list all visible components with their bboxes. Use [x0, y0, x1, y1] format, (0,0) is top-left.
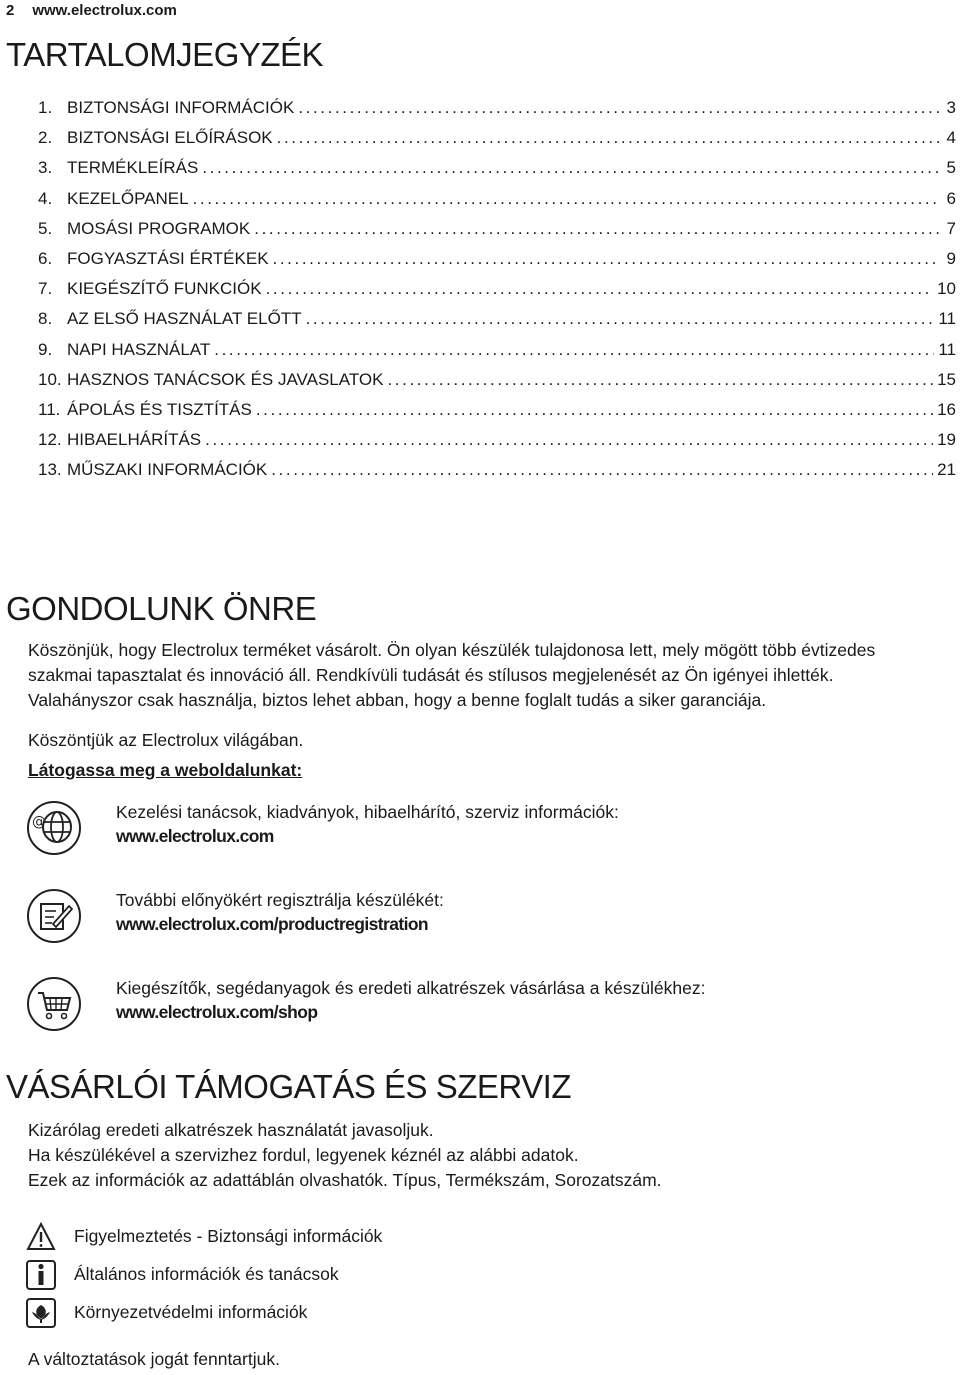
toc-item[interactable] — [38, 340, 956, 370]
toc-item-page: 10 — [937, 279, 956, 299]
toc-leader — [205, 430, 933, 450]
toc-item-page: 3 — [946, 98, 956, 117]
support-line: Ezek az információk az adattáblán olvashatók. Típus, Termékszám, Sorozatszám. — [28, 1170, 662, 1190]
warning-icon — [26, 1222, 56, 1252]
toc-item[interactable] — [38, 430, 956, 460]
support-paragraph — [28, 1118, 948, 1193]
toc-item-number: 11. — [38, 399, 61, 419]
toc-leader — [298, 98, 940, 118]
resource-description: Kiegészítők, segédanyagok és eredeti alkatrészek vásárlása a készülékhez: — [116, 978, 706, 998]
legend-warning — [26, 1222, 726, 1252]
toc-leader — [273, 249, 940, 269]
toc-item[interactable] — [38, 249, 956, 279]
resource-description: További előnyökért regisztrálja készülékét: — [116, 890, 444, 910]
toc-item-number: 6. — [38, 248, 53, 268]
resource-registration — [26, 888, 956, 960]
toc-item[interactable] — [38, 370, 956, 400]
toc-item-title: HIBAELHÁRÍTÁS — [67, 430, 202, 450]
resource-link[interactable]: www.electrolux.com/shop — [116, 1002, 318, 1022]
legend-text: Általános információk és tanácsok — [74, 1264, 339, 1284]
toc-title: TARTALOMJEGYZÉK — [6, 36, 324, 73]
toc-item-title: AZ ELSŐ HASZNÁLAT ELŐTT — [67, 309, 302, 329]
toc-item-title: TERMÉKLEÍRÁS — [67, 158, 199, 178]
globe-at-icon — [26, 800, 82, 856]
toc-item-page: 7 — [946, 218, 956, 238]
toc-leader — [387, 370, 933, 390]
welcome-paragraph — [28, 638, 948, 713]
toc-item-title: KEZELŐPANEL — [67, 188, 189, 208]
toc-item[interactable] — [38, 400, 956, 430]
toc-leader — [266, 279, 933, 299]
resource-link[interactable]: www.electrolux.com — [116, 826, 274, 846]
toc-list — [38, 98, 956, 490]
toc-item-title: MOSÁSI PROGRAMOK — [67, 218, 251, 238]
toc-leader — [214, 340, 934, 360]
toc-item-page: 11 — [938, 309, 956, 329]
toc-item[interactable] — [38, 158, 956, 188]
legend-environment — [26, 1298, 726, 1328]
toc-item-page: 4 — [946, 128, 956, 148]
legend-text: Környezetvédelmi információk — [74, 1302, 308, 1322]
toc-leader — [271, 460, 933, 480]
resource-shop — [26, 976, 956, 1048]
support-line: Ha készülékével a szervizhez fordul, legyenek kéznél az alábbi adatok. — [28, 1145, 579, 1165]
toc-leader — [193, 189, 940, 209]
toc-item-page: 9 — [946, 248, 956, 268]
toc-item-title: FOGYASZTÁSI ÉRTÉKEK — [67, 248, 269, 268]
toc-item-page: 16 — [937, 399, 956, 419]
toc-item[interactable] — [38, 279, 956, 309]
environment-icon — [26, 1298, 56, 1328]
visit-website-heading: Látogassa meg a weboldalunkat: — [28, 760, 303, 780]
legend-info — [26, 1260, 726, 1290]
paragraph-line: Köszönjük, hogy Electrolux terméket vásárolt. Ön olyan készülék tulajdonosa lett, mely mögött több évtizedes — [28, 640, 876, 660]
toc-item-number: 8. — [38, 309, 53, 329]
toc-leader — [254, 219, 940, 239]
paragraph-line: Valahányszor csak használja, biztos lehet abban, hogy a benne foglalt tudás a siker garanciája. — [28, 690, 767, 710]
toc-item-page: 21 — [937, 460, 956, 480]
page-header — [6, 2, 177, 19]
toc-item[interactable] — [38, 460, 956, 490]
paragraph-line: szakmai tapasztalat és innováció áll. Rendkívüli tudását és stílusos megjelenését az Ön igényei ihlették. — [28, 665, 834, 685]
toc-item-number: 1. — [38, 98, 53, 117]
toc-leader — [306, 309, 935, 329]
toc-item-title: MŰSZAKI INFORMÁCIÓK — [67, 460, 268, 480]
toc-leader — [277, 128, 940, 148]
toc-item-title: BIZTONSÁGI ELŐÍRÁSOK — [67, 128, 273, 148]
resource-support — [26, 800, 956, 872]
toc-item-title: BIZTONSÁGI INFORMÁCIÓK — [67, 98, 295, 117]
toc-item[interactable] — [38, 189, 956, 219]
toc-item-number: 5. — [38, 218, 53, 238]
toc-item-number: 4. — [38, 188, 53, 208]
legend-text: Figyelmeztetés - Biztonsági információk — [74, 1226, 383, 1246]
toc-item-page: 15 — [937, 369, 956, 389]
page-number: 2 — [6, 2, 15, 19]
toc-item-title: NAPI HASZNÁLAT — [67, 339, 211, 359]
toc-item-page: 19 — [937, 430, 956, 450]
toc-item[interactable] — [38, 219, 956, 249]
svg-text:@: @ — [32, 814, 46, 830]
toc-item[interactable] — [38, 309, 956, 339]
care-title: GONDOLUNK ÖNRE — [6, 590, 317, 627]
toc-item-page: 5 — [946, 158, 956, 178]
toc-item[interactable] — [38, 128, 956, 158]
header-site[interactable]: www.electrolux.com — [32, 2, 177, 19]
support-line: Kizárólag eredeti alkatrészek használatát javasoljuk. — [28, 1120, 434, 1140]
toc-item-page: 6 — [946, 188, 956, 208]
toc-item-number: 3. — [38, 158, 53, 178]
toc-item[interactable] — [38, 98, 956, 128]
welcome-line: Köszöntjük az Electrolux világában. — [28, 730, 304, 750]
resource-link[interactable]: www.electrolux.com/productregistration — [116, 914, 429, 934]
toc-item-number: 7. — [38, 279, 53, 299]
toc-item-title: KIEGÉSZÍTŐ FUNKCIÓK — [67, 279, 262, 299]
support-title: VÁSÁRLÓI TÁMOGATÁS ÉS SZERVIZ — [6, 1068, 571, 1105]
footer-note: A változtatások jogát fenntartjuk. — [28, 1349, 280, 1369]
pen-registration-icon — [26, 888, 82, 944]
toc-item-number: 2. — [38, 128, 53, 148]
toc-leader — [256, 400, 933, 420]
toc-item-number: 10. — [38, 369, 62, 389]
toc-item-page: 11 — [938, 339, 956, 359]
toc-leader — [202, 158, 940, 178]
info-icon — [26, 1260, 56, 1290]
shopping-cart-icon — [26, 976, 82, 1032]
toc-item-title: ÁPOLÁS ÉS TISZTÍTÁS — [67, 399, 252, 419]
resource-description: Kezelési tanácsok, kiadványok, hibaelhárító, szerviz információk: — [116, 802, 619, 822]
toc-item-title: HASZNOS TANÁCSOK ÉS JAVASLATOK — [67, 369, 384, 389]
toc-item-number: 12. — [38, 430, 62, 450]
toc-item-number: 13. — [38, 460, 62, 480]
toc-item-number: 9. — [38, 339, 53, 359]
